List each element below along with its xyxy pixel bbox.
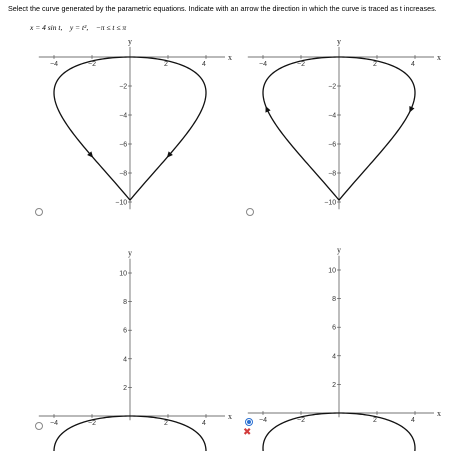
y-tick-label-d: 6 (332, 324, 337, 332)
y-axis-name-b: y (337, 36, 341, 46)
x-tick-label-a: −4 (50, 61, 58, 68)
y-tick-label-b: −4 (328, 112, 337, 120)
parametric-equations: x = 4 sin t, y = t², −π ≤ t ≤ π (30, 23, 127, 32)
y-tick-label-c: 2 (123, 384, 128, 392)
y-tick-label-c: 10 (119, 270, 127, 278)
x-tick-label-d: −4 (259, 417, 267, 424)
x-tick-label-b: 4 (411, 61, 415, 68)
y-axis-name-a: y (128, 36, 132, 46)
y-tick-label-c: 4 (123, 356, 128, 364)
x-axis-name-b: x (437, 53, 441, 62)
x-tick-label-a: 2 (164, 61, 168, 68)
question-text: Select the curve generated by the parametric equations. Indicate with an arrow the direction in which the curve is traced as t increases. (8, 4, 437, 13)
y-tick-label-a: −8 (119, 170, 128, 178)
curve-d (263, 413, 415, 451)
x-tick-label-c: −2 (88, 420, 96, 427)
y-tick-label-d: 8 (332, 296, 337, 304)
x-tick-label-d: 4 (411, 417, 415, 424)
x-tick-label-c: 2 (164, 420, 168, 427)
y-tick-label-b: −10 (324, 199, 337, 207)
x-tick-label-b: −2 (297, 61, 305, 68)
y-tick-label-b: −2 (328, 83, 337, 91)
x-tick-label-b: 2 (373, 61, 377, 68)
y-tick-label-a: −6 (119, 141, 128, 149)
y-tick-label-a: −4 (119, 112, 128, 120)
x-tick-label-c: −4 (50, 420, 58, 427)
option-d-radio[interactable] (245, 418, 253, 426)
curve-c (54, 416, 206, 451)
x-tick-label-d: 2 (373, 417, 377, 424)
option-b-radio[interactable] (246, 208, 254, 216)
x-axis-name-a: x (228, 53, 232, 62)
y-tick-label-a: −2 (119, 83, 128, 91)
y-tick-label-d: 4 (332, 353, 337, 361)
y-tick-label-a: −10 (115, 199, 128, 207)
y-axis-name-d: y (337, 245, 341, 255)
y-tick-label-d: 2 (332, 381, 337, 389)
y-tick-label-b: −8 (328, 170, 337, 178)
x-tick-label-d: −2 (297, 417, 305, 424)
y-tick-label-c: 6 (123, 327, 128, 335)
x-tick-label-b: −4 (259, 61, 267, 68)
x-axis-name-c: x (228, 412, 232, 421)
y-tick-label-d: 10 (328, 267, 336, 275)
x-tick-label-c: 4 (202, 420, 206, 427)
y-tick-label-b: −6 (328, 141, 337, 149)
x-axis-name-d: x (437, 409, 441, 418)
x-tick-label-a: 4 (202, 61, 206, 68)
incorrect-icon: ✖ (243, 427, 252, 438)
option-c-radio[interactable] (35, 422, 43, 430)
y-tick-label-c: 8 (123, 299, 128, 307)
x-tick-label-a: −2 (88, 61, 96, 68)
option-a-radio[interactable] (35, 208, 43, 216)
y-axis-name-c: y (128, 248, 132, 258)
